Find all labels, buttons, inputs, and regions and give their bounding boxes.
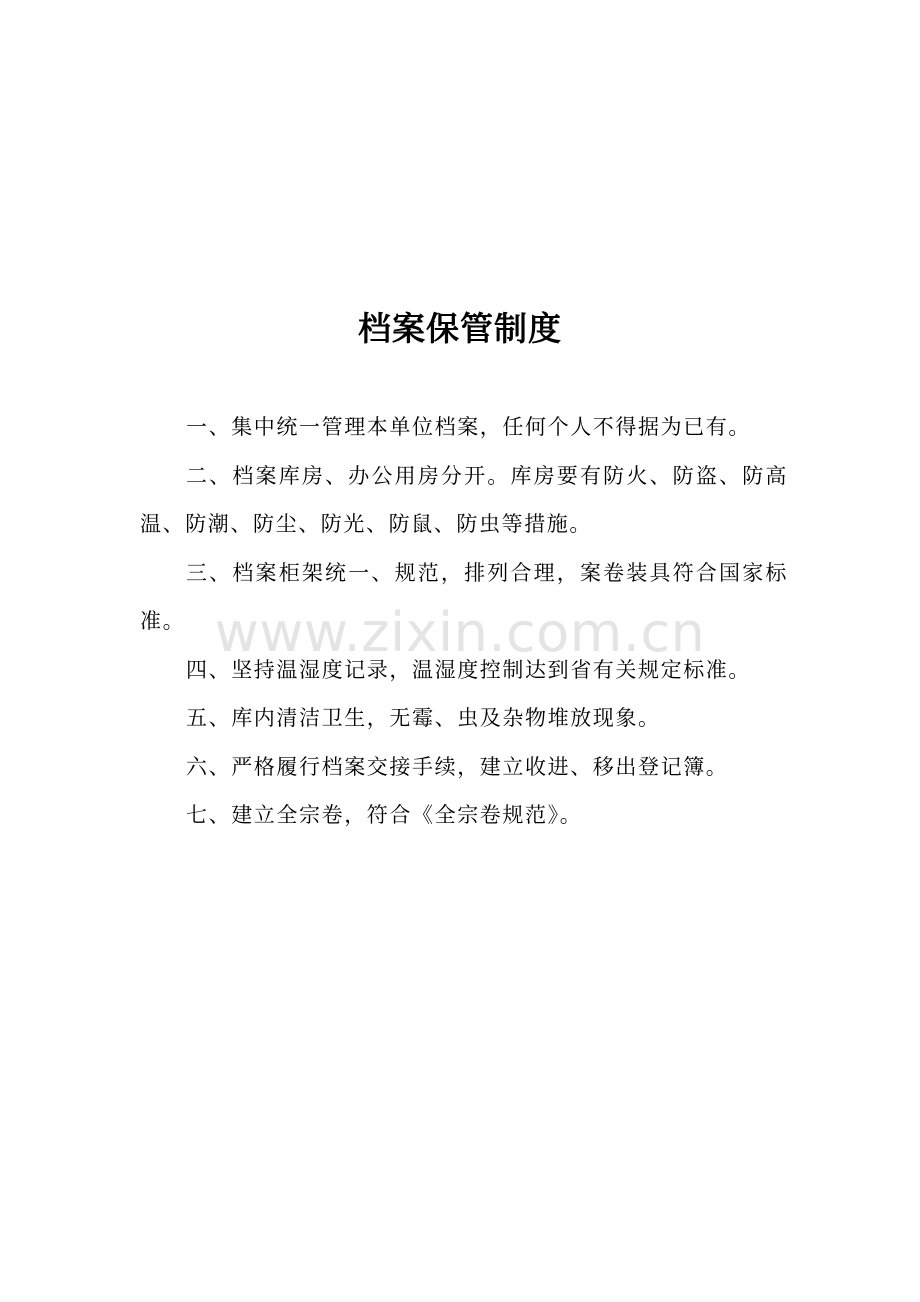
paragraph-4: 四、坚持温湿度记录，温湿度控制达到省有关规定标准。 bbox=[186, 657, 751, 682]
document-body bbox=[140, 403, 788, 840]
paragraph-2: 二、档案库房、办公用房分开。库房要有防火、防盗、防高温、防潮、防尘、防光、防鼠、防虫等措施。 bbox=[140, 463, 788, 536]
paragraph-6: 六、严格履行档案交接手续，建立收进、移出登记簿。 bbox=[186, 754, 729, 779]
watermark: www.zixin.com.cn bbox=[214, 601, 706, 664]
paragraph-7: 七、建立全宗卷，符合《全宗卷规范》。 bbox=[186, 803, 583, 827]
paragraph-3: 三、档案柜架统一、规范，排列合理，案卷装具符合国家标准。 bbox=[140, 560, 788, 633]
paragraph-5: 五、库内清洁卫生，无霉、虫及杂物堆放现象。 bbox=[186, 706, 661, 730]
page-title: 档案保管制度 bbox=[358, 309, 562, 348]
paragraph-1: 一、集中统一管理本单位档案，任何个人不得据为已有。 bbox=[186, 415, 751, 439]
